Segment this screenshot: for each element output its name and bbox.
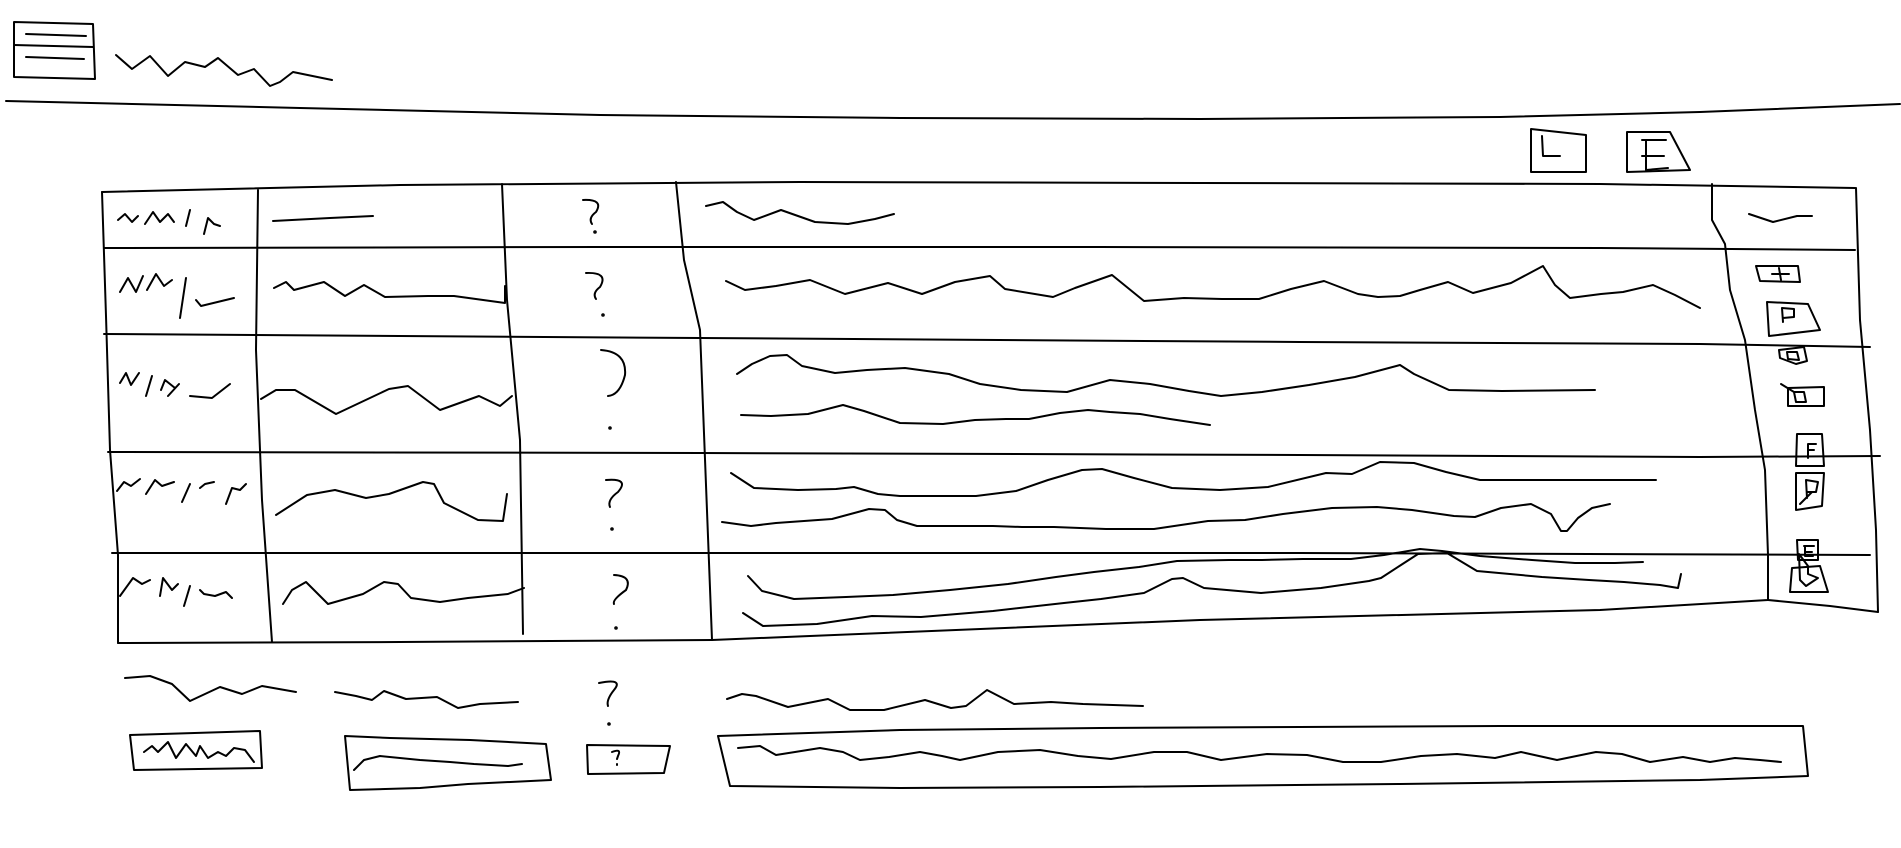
- cell-row2-col1: [120, 373, 230, 398]
- cell-row3-col2: [276, 482, 507, 521]
- delete-icon[interactable]: [1781, 384, 1824, 406]
- table-row[interactable]: [120, 266, 1700, 318]
- cell-row4-col1: [120, 578, 232, 606]
- form-field-2[interactable]: [345, 736, 551, 790]
- edit-row-icon[interactable]: [1767, 302, 1820, 336]
- cell-row1-col3: [586, 273, 604, 316]
- cell-row1-col2: [274, 282, 505, 303]
- row4-actions: [1790, 540, 1828, 592]
- table-row[interactable]: [120, 350, 1595, 429]
- edit-icon[interactable]: [1796, 473, 1824, 510]
- row1-actions: [1756, 266, 1820, 336]
- header-row: [118, 200, 1812, 234]
- cell-row3-col1: [117, 479, 246, 504]
- cell-row2-col3: [601, 350, 625, 429]
- menu-button[interactable]: [14, 22, 95, 79]
- cell-row1-col4: [726, 266, 1700, 308]
- gear-icon[interactable]: [1779, 347, 1807, 364]
- column-header-4: [706, 202, 894, 224]
- cell-row4-col3: [614, 575, 628, 629]
- app-title: [116, 55, 332, 86]
- form-label-2: [335, 691, 518, 708]
- row3-actions: [1796, 434, 1824, 510]
- column-header-actions: [1749, 214, 1812, 222]
- hamburger-menu-icon: [26, 34, 86, 36]
- form-field-1[interactable]: [130, 731, 262, 770]
- new-item-form: [125, 676, 1808, 790]
- toolbar-right-icon[interactable]: [1627, 132, 1690, 172]
- column-header-2: [273, 216, 373, 221]
- form-label-4: [727, 690, 1143, 710]
- form-label-1: [125, 676, 296, 701]
- cell-row4-col2: [283, 582, 524, 604]
- column-header-1: [118, 210, 220, 234]
- add-row-icon[interactable]: [1756, 266, 1800, 282]
- form-field-3[interactable]: [587, 745, 670, 774]
- row2-actions: [1779, 347, 1824, 406]
- form-label-3: [599, 682, 617, 725]
- cell-row4-col4: [743, 549, 1681, 626]
- data-table: [102, 182, 1880, 643]
- toolbar-left-icon[interactable]: [1531, 129, 1586, 172]
- table-row[interactable]: [117, 462, 1656, 531]
- form-field-4[interactable]: [718, 726, 1808, 788]
- cell-row2-col4: [737, 355, 1595, 425]
- cell-row3-col4: [722, 462, 1656, 531]
- header-divider: [6, 101, 1900, 119]
- cell-row1-col1: [120, 274, 234, 318]
- column-header-3: [583, 200, 598, 233]
- cell-row3-col3: [606, 480, 622, 530]
- table-row[interactable]: [120, 549, 1681, 629]
- filter-icon[interactable]: [1796, 434, 1824, 466]
- cell-row2-col2: [261, 386, 512, 414]
